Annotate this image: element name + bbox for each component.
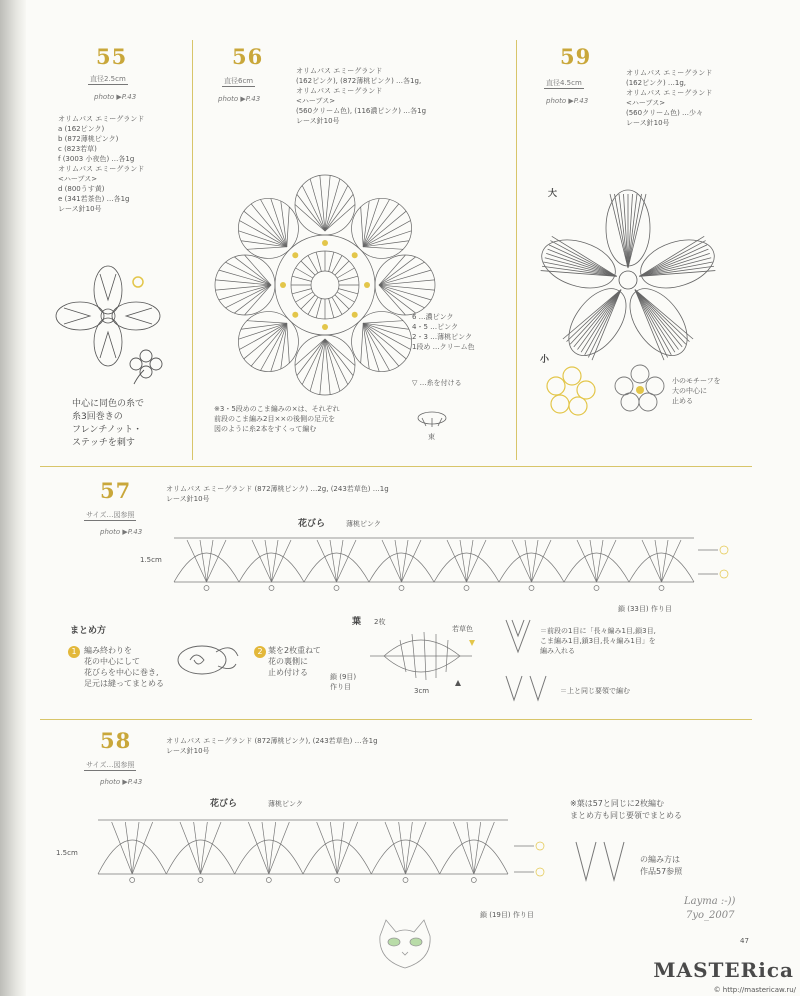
petal-color: 薄桃ピンク bbox=[268, 800, 303, 808]
doily-diagram bbox=[210, 170, 440, 400]
materials: オリムパス エミーグランド (872薄桃ピンク), (243若草色) …各1g レース針10号 bbox=[166, 737, 378, 755]
pattern-size: 直径2.5cm bbox=[90, 75, 126, 83]
photo-ref: photo ▶P.43 bbox=[218, 95, 261, 103]
pattern-number: 57 bbox=[100, 478, 132, 503]
petal-strip-diagram bbox=[90, 812, 540, 892]
leaf-note-1: ＝前段の1目に「長々編み1目,鎖3目, こま編み1目,鎖3目,長々編み1目」を 編み入れる bbox=[540, 627, 656, 655]
leaf-count: 2枚 bbox=[374, 618, 386, 626]
divider-56-59 bbox=[516, 40, 517, 460]
divider-top bbox=[40, 466, 752, 467]
pattern-size: サイズ…図参照 bbox=[86, 511, 135, 519]
chain-note: 鎖 (19目) 作り目 bbox=[480, 911, 534, 919]
pattern-size: 直径6cm bbox=[224, 77, 254, 85]
pattern-number: 56 bbox=[232, 44, 264, 69]
label-large: 大 bbox=[548, 189, 558, 199]
photo-ref: photo ▶P.43 bbox=[100, 528, 143, 536]
photo-ref: photo ▶P.43 bbox=[546, 97, 589, 105]
leaf-title: 葉 bbox=[352, 617, 362, 627]
color-legend: 6 …濃ピンク 4・5 …ピンク 2・3 …薄桃ピンク 1段め …クリーム色 bbox=[412, 313, 475, 351]
page-number: 47 bbox=[740, 937, 749, 945]
clover-diagram bbox=[50, 260, 170, 390]
pattern-size: サイズ…図参照 bbox=[86, 761, 135, 769]
materials: オリムパス エミーグランド (162ピンク) …1g, オリムパス エミーグランド <ハーブス> (560クリーム色) …少々 レース針10号 bbox=[626, 69, 713, 127]
watermark-logo: MASTERica bbox=[653, 958, 794, 982]
photo-ref: photo ▶P.43 bbox=[100, 778, 143, 786]
materials: オリムパス エミーグランド a (162ピンク) b (872薄桃ピンク) c (823若草) f (3003 小夜色) …各1g オリムパス エミーグランド <ハーブス> d (800うす黄) e (341若茶色) …各1g レース針10号 bbox=[58, 115, 145, 213]
petal-strip-diagram bbox=[164, 530, 724, 600]
stitch-symbol-2 bbox=[504, 674, 554, 704]
step-1-text: 編み終わりを 花の中心にして 花びらを中心に巻き, 足元は縫ってまとめる bbox=[84, 646, 164, 688]
petal-label: 花びら bbox=[298, 519, 326, 529]
stitch-symbol-1 bbox=[504, 616, 534, 656]
step-2-badge: 2 bbox=[254, 646, 266, 658]
leaf-chain: 鎖 (9目) 作り目 bbox=[330, 673, 357, 691]
divider-middle bbox=[40, 719, 752, 720]
label-small: 小 bbox=[540, 355, 550, 365]
stitch-detail-label: 束 bbox=[428, 433, 435, 441]
large-flower-diagram bbox=[538, 190, 718, 370]
pattern-number: 59 bbox=[560, 44, 592, 69]
pattern-size: 直径4.5cm bbox=[546, 79, 582, 87]
leaf-note: ※葉は57と同じに2枚編む まとめ方も同じ要領でまとめる bbox=[570, 799, 682, 820]
leaf-width: 3cm bbox=[414, 687, 430, 695]
materials: オリムパス エミーグランド (162ピンク), (872薄桃ピンク) …各1g, オリムパス エミーグランド <ハーブス> (560クリーム色), (116濃ピンク) …各1g レース針10号 bbox=[296, 67, 427, 125]
book-gutter bbox=[0, 0, 26, 996]
step-2-text: 葉を2枚重ねて 花の裏側に 止め付ける bbox=[268, 646, 321, 677]
cat-doodle bbox=[370, 916, 440, 976]
stitch-reference-note: の編み方は 作品57参照 bbox=[640, 855, 683, 876]
divider-55-56 bbox=[192, 40, 193, 460]
petal-color: 薄桃ピンク bbox=[346, 520, 381, 528]
leaf-color: 若草色 bbox=[452, 625, 473, 633]
chain-note: 鎖 (33目) 作り目 bbox=[618, 605, 672, 613]
pattern-number: 55 bbox=[96, 44, 128, 69]
petal-label: 花びら bbox=[210, 799, 238, 809]
yarn-attach-legend: ▽ …糸を付ける bbox=[412, 379, 462, 387]
materials: オリムパス エミーグランド (872薄桃ピンク) …2g, (243若草色) …1g レース針10号 bbox=[166, 485, 389, 503]
attach-note: 小のモチーフを 大の中心に 止める bbox=[672, 377, 721, 405]
rose-illustration bbox=[172, 638, 242, 688]
small-flower-diagrams bbox=[540, 360, 670, 420]
petal-height: 1.5cm bbox=[140, 556, 162, 564]
petal-height: 1.5cm bbox=[56, 849, 78, 857]
stitch-symbol bbox=[574, 840, 634, 886]
photo-ref: photo ▶P.43 bbox=[94, 93, 137, 101]
leaf-note-2: ＝上と同じ要領で編む bbox=[560, 687, 630, 695]
round-note: ※3・5段めのこま編みの×は、それぞれ 前段のこま編み2目××の後側の足元を 図のように糸2本をすくって編む bbox=[214, 405, 340, 433]
watermark-url: © http://mastericaw.ru/ bbox=[713, 986, 796, 994]
signature-line-2: 7yo_2007 bbox=[686, 910, 735, 921]
assembly-title: まとめ方 bbox=[70, 626, 107, 636]
pattern-number: 58 bbox=[100, 728, 132, 753]
step-1-badge: 1 bbox=[68, 646, 80, 658]
finishing-note: 中心に同色の糸で 糸3回巻きの フレンチノット・ ステッチを刺す bbox=[72, 399, 145, 448]
signature-line-1: Layma :-)) bbox=[684, 896, 736, 907]
